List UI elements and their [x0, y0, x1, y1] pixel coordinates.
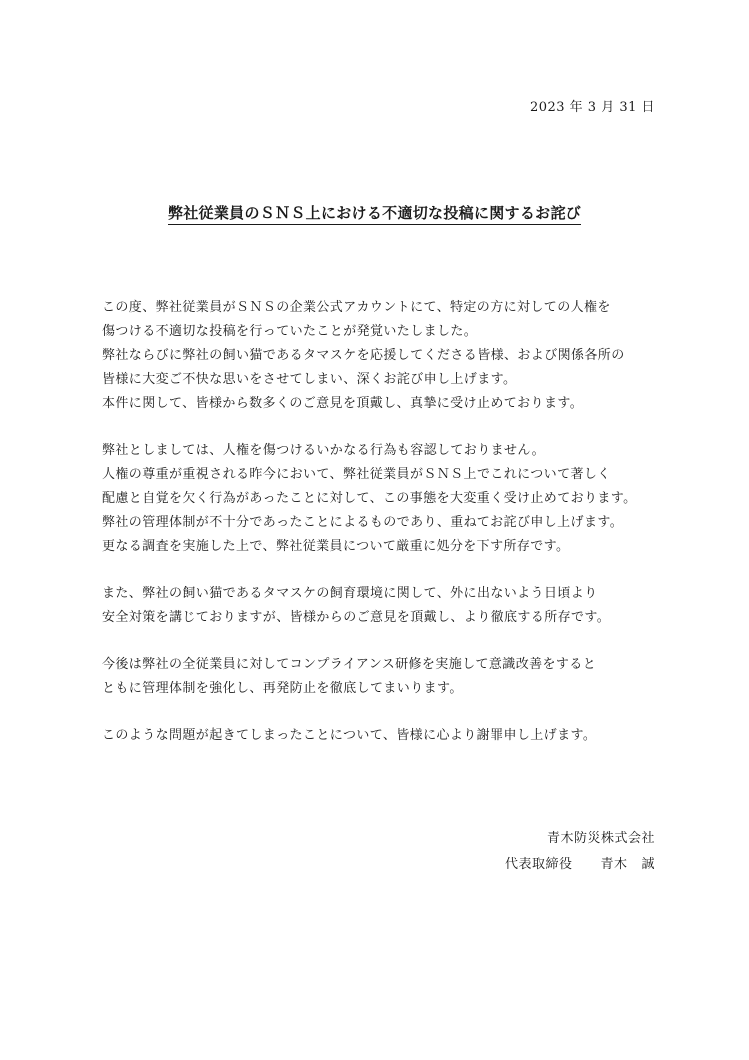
representative-role: 代表取締役 — [504, 857, 573, 872]
body-line: このような問題が起きてしまったことについて、皆様に心より謝罪申し上げます。 — [102, 728, 597, 743]
paragraph-4 — [102, 653, 662, 701]
representative-given-name: 誠 — [641, 857, 655, 872]
paragraph-2 — [102, 439, 662, 559]
document-date: 2023 年 3 月 31 日 — [529, 100, 655, 115]
document-title — [0, 202, 749, 223]
signature-block — [505, 826, 655, 878]
body-line: また、弊社の飼い猫であるタマスケの飼育環境に関して、外に出ないよう日頃より — [102, 586, 598, 601]
paragraph-3 — [102, 582, 662, 630]
paragraph-1 — [102, 296, 662, 416]
body-line: 人権の尊重が重視される昨今において、弊社従業員がＳＮＳ上でこれについて著しく — [102, 467, 611, 482]
body-line: 傷つける不適切な投稿を行っていたことが発覚いたしました。 — [102, 324, 478, 339]
body-line: 弊社ならびに弊社の飼い猫であるタマスケを応援してくださる皆様、および関係各所の — [102, 348, 625, 363]
document-body — [102, 296, 662, 771]
body-line: 配慮と自覚を欠く行為があったことに対して、この事態を大変重く受け止めております。 — [102, 491, 637, 506]
body-line: この度、弊社従業員がＳＮＳの企業公式アカウントにて、特定の方に対しての人権を — [102, 300, 611, 315]
body-line: 皆様に大変ご不快な思いをさせてしまい、深くお詫び申し上げます。 — [102, 372, 517, 387]
body-line: 本件に関して、皆様から数多くのご意見を頂戴し、真摯に受け止めております。 — [102, 396, 584, 411]
paragraph-5 — [102, 724, 662, 748]
body-line: 安全対策を講じておりますが、皆様からのご意見を頂戴し、より徹底する所存です。 — [102, 610, 611, 625]
body-line: 弊社の管理体制が不十分であったことによるものであり、重ねてお詫び申し上げます。 — [102, 515, 624, 530]
document-title-text: 弊社従業員のＳＮＳ上における不適切な投稿に関するお詫び — [168, 204, 581, 225]
body-line: 弊社としましては、人権を傷つけるいかなる行為も容認しておりません。 — [102, 443, 545, 458]
representative-family-name: 青木 — [600, 857, 628, 872]
representative-line — [505, 852, 655, 878]
company-name: 青木防災株式会社 — [546, 831, 655, 846]
body-line: 更なる調査を実施した上で、弊社従業員について厳重に処分を下す所存です。 — [102, 539, 570, 554]
body-line: ともに管理体制を強化し、再発防止を徹底してまいります。 — [102, 681, 463, 696]
body-line: 今後は弊社の全従業員に対してコンプライアンス研修を実施して意識改善をすると — [102, 657, 597, 672]
